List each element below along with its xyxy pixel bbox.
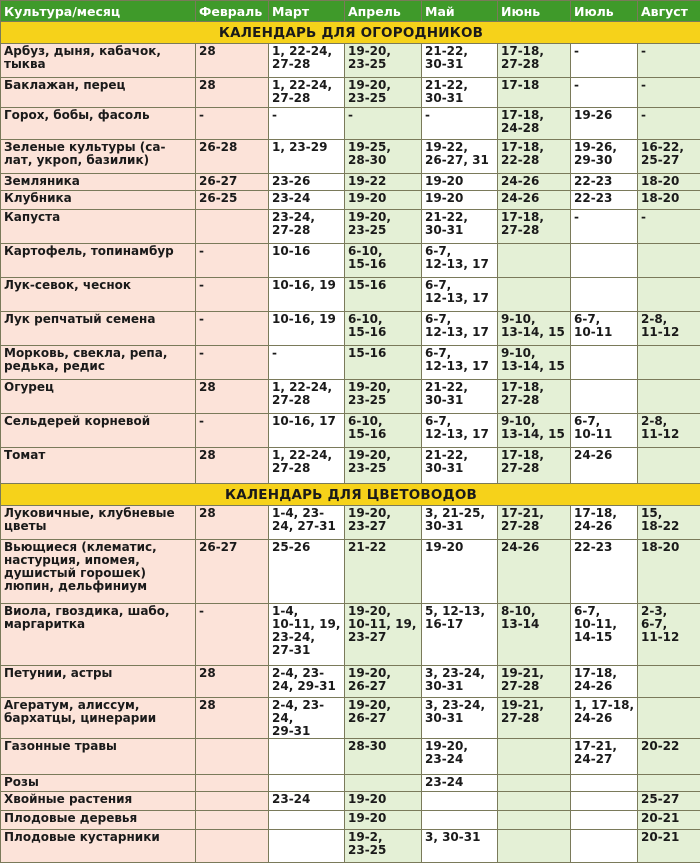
date-cell: 19-20	[422, 540, 498, 604]
date-cell: 19-20	[345, 811, 422, 830]
table-row	[1, 666, 700, 698]
date-cell	[638, 775, 700, 792]
section-row	[1, 484, 700, 506]
date-cell: 19-26	[571, 108, 638, 140]
table-row	[1, 78, 700, 108]
date-cell: 23-26	[269, 174, 345, 191]
date-cell: -	[269, 108, 345, 140]
date-cell	[638, 244, 700, 278]
date-cell: 6-10, 15-16	[345, 414, 422, 448]
date-cell: 19-22	[345, 174, 422, 191]
date-cell	[638, 448, 700, 484]
date-cell: 10-16, 19	[269, 278, 345, 312]
date-cell: -	[571, 78, 638, 108]
date-cell	[638, 666, 700, 698]
date-cell: 6-7, 10-11	[571, 414, 638, 448]
crop-name-cell: Плодовые деревья	[1, 811, 196, 830]
date-cell: 19-20, 23-25	[345, 78, 422, 108]
date-cell	[345, 775, 422, 792]
date-cell: 19-20	[345, 792, 422, 811]
date-cell: -	[196, 244, 269, 278]
date-cell: 1, 22-24, 27-28	[269, 448, 345, 484]
date-cell: 21-22, 30-31	[422, 78, 498, 108]
date-cell: 18-20	[638, 174, 700, 191]
date-cell	[269, 811, 345, 830]
date-cell: -	[196, 604, 269, 666]
date-cell: 28	[196, 666, 269, 698]
date-cell: 21-22, 30-31	[422, 448, 498, 484]
date-cell: 22-23	[571, 191, 638, 210]
date-cell: 1, 22-24, 27-28	[269, 78, 345, 108]
date-cell: 6-7, 12-13, 17	[422, 244, 498, 278]
date-cell: 19-20	[422, 174, 498, 191]
date-cell: 19-25, 28-30	[345, 140, 422, 174]
date-cell: 8-10, 13-14	[498, 604, 571, 666]
date-cell: 20-21	[638, 811, 700, 830]
date-cell: 23-24	[269, 191, 345, 210]
table-row	[1, 191, 700, 210]
date-cell	[571, 811, 638, 830]
table-row	[1, 278, 700, 312]
date-cell: 1, 22-24, 27-28	[269, 44, 345, 78]
date-cell	[571, 792, 638, 811]
date-cell: 28	[196, 78, 269, 108]
date-cell: 17-18, 27-28	[498, 44, 571, 78]
date-cell: 10-16, 17	[269, 414, 345, 448]
date-cell: 17-18, 24-26	[571, 666, 638, 698]
date-cell: 10-16	[269, 244, 345, 278]
date-cell: 2-8, 11-12	[638, 312, 700, 346]
date-cell: 15-16	[345, 278, 422, 312]
date-cell: 9-10, 13-14, 15	[498, 414, 571, 448]
table-row	[1, 44, 700, 78]
header-april: Апрель	[345, 1, 422, 22]
date-cell	[269, 775, 345, 792]
table-row	[1, 140, 700, 174]
header-august: Август	[638, 1, 700, 22]
crop-name-cell: Арбуз, дыня, кабачок, тыква	[1, 44, 196, 78]
date-cell: 6-7, 10-11, 14-15	[571, 604, 638, 666]
date-cell: 22-23	[571, 174, 638, 191]
date-cell: 3, 30-31	[422, 830, 498, 863]
date-cell: 28	[196, 44, 269, 78]
date-cell: 17-21, 27-28	[498, 506, 571, 540]
date-cell: 1, 17-18, 24-26	[571, 698, 638, 739]
date-cell: 24-26	[498, 174, 571, 191]
date-cell: 2-3, 6-7, 11-12	[638, 604, 700, 666]
date-cell: 19-22, 26-27, 31	[422, 140, 498, 174]
date-cell: 6-10, 15-16	[345, 312, 422, 346]
date-cell: 19-20, 10-11, 19, 23-27	[345, 604, 422, 666]
header-crop-month: Культура/месяц	[1, 1, 196, 22]
date-cell: -	[196, 414, 269, 448]
date-cell	[498, 278, 571, 312]
table-row	[1, 380, 700, 414]
date-cell: 6-7, 12-13, 17	[422, 346, 498, 380]
date-cell: 25-26	[269, 540, 345, 604]
date-cell	[638, 698, 700, 739]
crop-name-cell: Газонные травы	[1, 739, 196, 775]
date-cell: -	[571, 210, 638, 244]
date-cell: 6-7, 12-13, 17	[422, 312, 498, 346]
date-cell: 6-10, 15-16	[345, 244, 422, 278]
date-cell: 6-7, 12-13, 17	[422, 414, 498, 448]
date-cell	[571, 775, 638, 792]
date-cell: 1-4, 10-11, 19, 23-24, 27-31	[269, 604, 345, 666]
date-cell: 16-22, 25-27	[638, 140, 700, 174]
date-cell: 3, 23-24, 30-31	[422, 698, 498, 739]
date-cell	[638, 278, 700, 312]
date-cell: 19-20, 26-27	[345, 666, 422, 698]
date-cell: -	[196, 312, 269, 346]
crop-name-cell: Клубника	[1, 191, 196, 210]
date-cell: 18-20	[638, 540, 700, 604]
date-cell: 24-26	[498, 540, 571, 604]
date-cell	[638, 346, 700, 380]
crop-name-cell: Плодовые кустарники	[1, 830, 196, 863]
date-cell: 1, 22-24, 27-28	[269, 380, 345, 414]
table-row	[1, 448, 700, 484]
table-row	[1, 108, 700, 140]
date-cell: 17-18, 24-28	[498, 108, 571, 140]
crop-name-cell: Земляника	[1, 174, 196, 191]
date-cell: 20-22	[638, 739, 700, 775]
date-cell: 10-16, 19	[269, 312, 345, 346]
date-cell: 19-20	[345, 191, 422, 210]
date-cell: 26-25	[196, 191, 269, 210]
table-row	[1, 210, 700, 244]
table-row	[1, 414, 700, 448]
crop-name-cell: Вьющиеся (клематис, настурция, ипомея, душистый горошек) люпин, дельфиниум	[1, 540, 196, 604]
crop-name-cell: Сельдерей корневой	[1, 414, 196, 448]
date-cell	[196, 811, 269, 830]
header-february: Февраль	[196, 1, 269, 22]
date-cell: 26-27	[196, 174, 269, 191]
date-cell: -	[196, 108, 269, 140]
date-cell: 1, 23-29	[269, 140, 345, 174]
date-cell: 2-4, 23- 24, 29-31	[269, 666, 345, 698]
date-cell: 22-23	[571, 540, 638, 604]
table-row	[1, 244, 700, 278]
date-cell	[498, 830, 571, 863]
date-cell: 19-20, 23-25	[345, 448, 422, 484]
date-cell: 19-20, 23-24	[422, 739, 498, 775]
date-cell: 19-20, 23-25	[345, 210, 422, 244]
date-cell: 19-21, 27-28	[498, 666, 571, 698]
table-row	[1, 604, 700, 666]
date-cell: 28	[196, 380, 269, 414]
date-cell	[422, 792, 498, 811]
date-cell: 3, 21-25, 30-31	[422, 506, 498, 540]
date-cell: 9-10, 13-14, 15	[498, 346, 571, 380]
date-cell: 21-22, 30-31	[422, 380, 498, 414]
date-cell: 24-26	[571, 448, 638, 484]
table-row	[1, 312, 700, 346]
date-cell: 17-18, 24-26	[571, 506, 638, 540]
date-cell: 24-26	[498, 191, 571, 210]
crop-name-cell: Петунии, астры	[1, 666, 196, 698]
table-row	[1, 739, 700, 775]
crop-name-cell: Баклажан, перец	[1, 78, 196, 108]
date-cell: 21-22	[345, 540, 422, 604]
date-cell: 19-26, 29-30	[571, 140, 638, 174]
date-cell: 17-18, 27-28	[498, 448, 571, 484]
header-june: Июнь	[498, 1, 571, 22]
table-row	[1, 775, 700, 792]
date-cell: -	[571, 44, 638, 78]
date-cell: -	[269, 346, 345, 380]
date-cell	[196, 775, 269, 792]
header-row	[1, 1, 700, 22]
date-cell	[196, 210, 269, 244]
table-row	[1, 540, 700, 604]
date-cell: 26-27	[196, 540, 269, 604]
date-cell	[498, 244, 571, 278]
date-cell: -	[638, 44, 700, 78]
date-cell	[571, 244, 638, 278]
date-cell: -	[638, 210, 700, 244]
date-cell: 25-27	[638, 792, 700, 811]
date-cell: -	[422, 108, 498, 140]
date-cell: 21-22, 30-31	[422, 44, 498, 78]
date-cell: 23-24, 27-28	[269, 210, 345, 244]
table-row	[1, 811, 700, 830]
date-cell	[498, 775, 571, 792]
header-may: Май	[422, 1, 498, 22]
date-cell: 2-4, 23-24, 29-31	[269, 698, 345, 739]
date-cell	[196, 830, 269, 863]
date-cell: -	[345, 108, 422, 140]
date-cell: 19-20, 23-25	[345, 44, 422, 78]
table-row	[1, 506, 700, 540]
date-cell: -	[638, 108, 700, 140]
date-cell: 19-20, 23-27	[345, 506, 422, 540]
crop-name-cell: Виола, гвоздика, шабо, маргаритка	[1, 604, 196, 666]
date-cell: -	[196, 278, 269, 312]
date-cell: 18-20	[638, 191, 700, 210]
date-cell	[269, 739, 345, 775]
crop-name-cell: Агератум, алиссум, бархатцы, цинерарии	[1, 698, 196, 739]
date-cell	[269, 830, 345, 863]
crop-name-cell: Розы	[1, 775, 196, 792]
date-cell: 19-21, 27-28	[498, 698, 571, 739]
date-cell	[571, 278, 638, 312]
date-cell: 23-24	[422, 775, 498, 792]
crop-name-cell: Томат	[1, 448, 196, 484]
date-cell	[498, 811, 571, 830]
date-cell: 15, 18-22	[638, 506, 700, 540]
crop-name-cell: Картофель, топинамбур	[1, 244, 196, 278]
date-cell: 5, 12-13, 16-17	[422, 604, 498, 666]
date-cell: 28	[196, 698, 269, 739]
date-cell: 19-2, 23-25	[345, 830, 422, 863]
date-cell	[638, 380, 700, 414]
date-cell: 20-21	[638, 830, 700, 863]
crop-name-cell: Лук репчатый семена	[1, 312, 196, 346]
date-cell	[498, 792, 571, 811]
date-cell	[571, 380, 638, 414]
table-row	[1, 830, 700, 863]
crop-name-cell: Луковичные, клубневые цветы	[1, 506, 196, 540]
date-cell: 17-18, 27-28	[498, 210, 571, 244]
crop-name-cell: Хвойные растения	[1, 792, 196, 811]
date-cell: 26-28	[196, 140, 269, 174]
crop-name-cell: Морковь, свекла, репа, редька, редис	[1, 346, 196, 380]
date-cell: 6-7, 12-13, 17	[422, 278, 498, 312]
crop-name-cell: Капуста	[1, 210, 196, 244]
section-title: КАЛЕНДАРЬ ДЛЯ ОГОРОДНИКОВ	[1, 22, 700, 44]
date-cell	[422, 811, 498, 830]
date-cell: 15-16	[345, 346, 422, 380]
date-cell: 2-8, 11-12	[638, 414, 700, 448]
date-cell	[571, 830, 638, 863]
date-cell: 19-20, 26-27	[345, 698, 422, 739]
date-cell: 1-4, 23- 24, 27-31	[269, 506, 345, 540]
date-cell: -	[196, 346, 269, 380]
date-cell	[571, 346, 638, 380]
date-cell	[498, 739, 571, 775]
crop-name-cell: Горох, бобы, фасоль	[1, 108, 196, 140]
date-cell: 17-18, 22-28	[498, 140, 571, 174]
table-row	[1, 792, 700, 811]
header-march: Март	[269, 1, 345, 22]
table-row	[1, 698, 700, 739]
date-cell	[196, 739, 269, 775]
date-cell: -	[638, 78, 700, 108]
table-row	[1, 346, 700, 380]
date-cell: 6-7, 10-11	[571, 312, 638, 346]
date-cell: 28-30	[345, 739, 422, 775]
crop-name-cell: Лук-севок, чеснок	[1, 278, 196, 312]
date-cell: 23-24	[269, 792, 345, 811]
date-cell: 17-18, 27-28	[498, 380, 571, 414]
date-cell: 9-10, 13-14, 15	[498, 312, 571, 346]
crop-name-cell: Зеленые культуры (са- лат, укроп, базилик)	[1, 140, 196, 174]
date-cell: 21-22, 30-31	[422, 210, 498, 244]
table-row	[1, 174, 700, 191]
header-july: Июль	[571, 1, 638, 22]
date-cell: 17-21, 24-27	[571, 739, 638, 775]
date-cell: 19-20, 23-25	[345, 380, 422, 414]
section-title: КАЛЕНДАРЬ ДЛЯ ЦВЕТОВОДОВ	[1, 484, 700, 506]
date-cell: 3, 23-24, 30-31	[422, 666, 498, 698]
date-cell	[196, 792, 269, 811]
date-cell: 28	[196, 448, 269, 484]
section-row	[1, 22, 700, 44]
date-cell: 19-20	[422, 191, 498, 210]
calendar-body	[1, 22, 700, 863]
date-cell: 28	[196, 506, 269, 540]
crop-name-cell: Огурец	[1, 380, 196, 414]
date-cell: 17-18	[498, 78, 571, 108]
